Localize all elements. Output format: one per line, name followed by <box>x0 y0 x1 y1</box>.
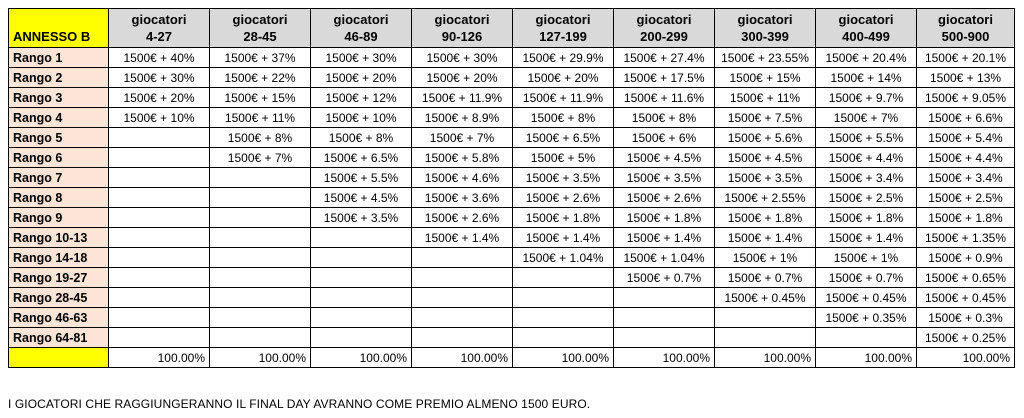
table-row <box>9 248 1015 268</box>
column-header-label: giocatori <box>938 12 993 27</box>
prize-cell: 1500€ + 1.04% <box>614 248 715 268</box>
prize-cell: 1500€ + 0.3% <box>917 308 1015 328</box>
prize-cell: 1500€ + 20% <box>109 88 210 108</box>
prize-cell <box>513 328 614 348</box>
prize-cell: 1500€ + 3.4% <box>816 168 917 188</box>
prize-cell: 1500€ + 1.8% <box>816 208 917 228</box>
table-row <box>9 148 1015 168</box>
prize-cell: 1500€ + 6% <box>614 128 715 148</box>
prize-cell: 1500€ + 1.4% <box>816 228 917 248</box>
prize-cell: 1500€ + 5% <box>513 148 614 168</box>
prize-cell <box>412 288 513 308</box>
column-header-label: giocatori <box>333 12 389 27</box>
prize-cell <box>109 168 210 188</box>
prize-cell: 1500€ + 4.5% <box>311 188 412 208</box>
prize-cell <box>614 308 715 328</box>
prize-cell <box>210 248 311 268</box>
prize-cell: 1500€ + 30% <box>311 48 412 68</box>
prize-cell: 1500€ + 8% <box>513 108 614 128</box>
prize-cell: 1500€ + 5.5% <box>311 168 412 188</box>
prize-cell: 1500€ + 7% <box>412 128 513 148</box>
prize-cell <box>109 248 210 268</box>
footer-note: I GIOCATORI CHE RAGGIUNGERANNO IL FINAL DAY AVRANNO COME PREMIO ALMENO 1500 EURO. <box>8 397 591 411</box>
row-label: Rango 28-45 <box>9 288 109 308</box>
column-header-label: giocatori <box>636 12 692 27</box>
header-row <box>9 9 1015 48</box>
prize-cell <box>210 188 311 208</box>
prize-cell <box>109 128 210 148</box>
prize-cell: 1500€ + 2.5% <box>816 188 917 208</box>
column-header-range: 200-299 <box>640 29 688 44</box>
prize-cell: 1500€ + 14% <box>816 68 917 88</box>
column-header <box>715 9 816 48</box>
row-label: Rango 8 <box>9 188 109 208</box>
prize-cell: 1500€ + 1.8% <box>614 208 715 228</box>
prize-cell: 1500€ + 3.5% <box>614 168 715 188</box>
prize-cell: 1500€ + 4.5% <box>715 148 816 168</box>
total-cell: 100.00% <box>210 348 311 368</box>
column-header <box>412 9 513 48</box>
row-label: Rango 9 <box>9 208 109 228</box>
table-row <box>9 108 1015 128</box>
prize-cell: 1500€ + 22% <box>210 68 311 88</box>
prize-cell: 1500€ + 0.45% <box>816 288 917 308</box>
prize-cell <box>816 328 917 348</box>
prize-cell: 1500€ + 7% <box>816 108 917 128</box>
prize-cell: 1500€ + 11% <box>715 88 816 108</box>
prize-table <box>8 8 1015 368</box>
table-header <box>9 9 1015 48</box>
totals-row <box>9 348 1015 368</box>
total-cell: 100.00% <box>412 348 513 368</box>
total-cell: 100.00% <box>109 348 210 368</box>
table-row <box>9 48 1015 68</box>
column-header-label: giocatori <box>131 12 187 27</box>
table-row <box>9 208 1015 228</box>
prize-cell: 1500€ + 1.8% <box>917 208 1015 228</box>
row-label: Rango 46-63 <box>9 308 109 328</box>
prize-cell: 1500€ + 11.9% <box>412 88 513 108</box>
column-header-label: giocatori <box>232 12 288 27</box>
column-header <box>614 9 715 48</box>
prize-cell: 1500€ + 5.6% <box>715 128 816 148</box>
prize-cell: 1500€ + 1.35% <box>917 228 1015 248</box>
total-cell: 100.00% <box>816 348 917 368</box>
prize-cell: 1500€ + 0.35% <box>816 308 917 328</box>
prize-cell: 1500€ + 37% <box>210 48 311 68</box>
total-cell: 100.00% <box>917 348 1015 368</box>
total-cell: 100.00% <box>311 348 412 368</box>
prize-cell: 1500€ + 15% <box>210 88 311 108</box>
prize-cell: 1500€ + 1.8% <box>513 208 614 228</box>
prize-cell: 1500€ + 0.25% <box>917 328 1015 348</box>
prize-cell: 1500€ + 0.45% <box>917 288 1015 308</box>
prize-cell: 1500€ + 8% <box>311 128 412 148</box>
prize-cell: 1500€ + 5.4% <box>917 128 1015 148</box>
column-header-label: giocatori <box>838 12 894 27</box>
row-label: Rango 6 <box>9 148 109 168</box>
prize-cell: 1500€ + 20% <box>513 68 614 88</box>
prize-cell: 1500€ + 1% <box>715 248 816 268</box>
prize-cell <box>412 248 513 268</box>
row-label: Rango 4 <box>9 108 109 128</box>
prize-cell: 1500€ + 2.55% <box>715 188 816 208</box>
prize-cell: 1500€ + 20.1% <box>917 48 1015 68</box>
prize-cell: 1500€ + 12% <box>311 88 412 108</box>
prize-cell: 1500€ + 1.04% <box>513 248 614 268</box>
prize-cell <box>210 288 311 308</box>
prize-cell <box>311 228 412 248</box>
prize-cell: 1500€ + 1.8% <box>715 208 816 228</box>
column-header-range: 4-27 <box>145 29 173 44</box>
prize-cell: 1500€ + 1% <box>816 248 917 268</box>
prize-cell: 1500€ + 6.5% <box>513 128 614 148</box>
column-header <box>311 9 412 48</box>
column-header-range: 28-45 <box>243 29 277 44</box>
table-row <box>9 128 1015 148</box>
prize-cell: 1500€ + 13% <box>917 68 1015 88</box>
row-label: Rango 2 <box>9 68 109 88</box>
prize-cell: 1500€ + 7.5% <box>715 108 816 128</box>
prize-cell: 1500€ + 11.9% <box>513 88 614 108</box>
prize-cell: 1500€ + 9.05% <box>917 88 1015 108</box>
prize-cell: 1500€ + 0.65% <box>917 268 1015 288</box>
prize-cell: 1500€ + 29.9% <box>513 48 614 68</box>
prize-cell: 1500€ + 2.6% <box>513 188 614 208</box>
prize-cell <box>311 328 412 348</box>
prize-cell <box>715 328 816 348</box>
prize-cell: 1500€ + 3.5% <box>513 168 614 188</box>
prize-cell <box>614 328 715 348</box>
row-label: Rango 3 <box>9 88 109 108</box>
table-row <box>9 68 1015 88</box>
prize-cell: 1500€ + 2.6% <box>614 188 715 208</box>
table-row <box>9 168 1015 188</box>
table-row <box>9 288 1015 308</box>
column-header-label: giocatori <box>535 12 591 27</box>
prize-cell: 1500€ + 30% <box>412 48 513 68</box>
prize-cell <box>614 288 715 308</box>
prize-cell: 1500€ + 4.6% <box>412 168 513 188</box>
prize-cell: 1500€ + 0.7% <box>614 268 715 288</box>
column-header-label: giocatori <box>434 12 490 27</box>
prize-cell <box>513 308 614 328</box>
prize-cell <box>109 208 210 228</box>
column-header-range: 46-89 <box>344 29 378 44</box>
annex-label: ANNESSO B <box>9 9 109 48</box>
prize-cell <box>412 268 513 288</box>
prize-cell: 1500€ + 8% <box>614 108 715 128</box>
row-label: Rango 10-13 <box>9 228 109 248</box>
column-header <box>917 9 1015 48</box>
prize-cell <box>210 268 311 288</box>
prize-cell: 1500€ + 17.5% <box>614 68 715 88</box>
prize-cell <box>311 248 412 268</box>
prize-cell: 1500€ + 1.4% <box>614 228 715 248</box>
total-cell: 100.00% <box>513 348 614 368</box>
prize-cell: 1500€ + 3.4% <box>917 168 1015 188</box>
prize-cell <box>109 328 210 348</box>
prize-cell: 1500€ + 0.7% <box>816 268 917 288</box>
column-header-range: 300-399 <box>741 29 789 44</box>
table-row <box>9 308 1015 328</box>
table-row <box>9 88 1015 108</box>
prize-cell: 1500€ + 0.45% <box>715 288 816 308</box>
column-header-label: giocatori <box>737 12 793 27</box>
prize-cell: 1500€ + 11.6% <box>614 88 715 108</box>
prize-cell: 1500€ + 8.9% <box>412 108 513 128</box>
prize-cell <box>109 268 210 288</box>
prize-cell <box>109 288 210 308</box>
row-label: Rango 5 <box>9 128 109 148</box>
column-header-range: 127-199 <box>539 29 587 44</box>
prize-cell <box>513 268 614 288</box>
prize-cell <box>109 148 210 168</box>
prize-cell: 1500€ + 23.55% <box>715 48 816 68</box>
prize-cell: 1500€ + 5.5% <box>816 128 917 148</box>
prize-cell: 1500€ + 27.4% <box>614 48 715 68</box>
column-header-range: 90-126 <box>441 29 483 44</box>
prize-cell <box>311 268 412 288</box>
prize-cell: 1500€ + 30% <box>109 68 210 88</box>
prize-cell: 1500€ + 5.8% <box>412 148 513 168</box>
prize-cell: 1500€ + 1.4% <box>412 228 513 248</box>
prize-cell: 1500€ + 1.4% <box>715 228 816 248</box>
prize-cell <box>311 308 412 328</box>
row-label: Rango 7 <box>9 168 109 188</box>
column-header <box>816 9 917 48</box>
row-label: Rango 64-81 <box>9 328 109 348</box>
prize-cell <box>715 308 816 328</box>
prize-cell <box>109 188 210 208</box>
prize-cell: 1500€ + 10% <box>109 108 210 128</box>
table-row <box>9 268 1015 288</box>
prize-cell: 1500€ + 4.4% <box>917 148 1015 168</box>
total-cell: 100.00% <box>614 348 715 368</box>
prize-cell: 1500€ + 0.9% <box>917 248 1015 268</box>
prize-cell <box>210 328 311 348</box>
prize-cell: 1500€ + 20% <box>311 68 412 88</box>
prize-cell: 1500€ + 6.6% <box>917 108 1015 128</box>
prize-cell <box>311 288 412 308</box>
table-row <box>9 188 1015 208</box>
totals-label-cell <box>9 348 109 368</box>
table-body <box>9 48 1015 368</box>
prize-cell: 1500€ + 20% <box>412 68 513 88</box>
prize-cell: 1500€ + 2.5% <box>917 188 1015 208</box>
prize-cell <box>210 228 311 248</box>
prize-cell: 1500€ + 3.6% <box>412 188 513 208</box>
total-cell: 100.00% <box>715 348 816 368</box>
prize-cell: 1500€ + 4.5% <box>614 148 715 168</box>
row-label: Rango 14-18 <box>9 248 109 268</box>
prize-cell <box>412 308 513 328</box>
prize-cell: 1500€ + 3.5% <box>311 208 412 228</box>
prize-cell: 1500€ + 15% <box>715 68 816 88</box>
column-header <box>109 9 210 48</box>
row-label: Rango 19-27 <box>9 268 109 288</box>
prize-cell: 1500€ + 3.5% <box>715 168 816 188</box>
column-header-range: 500-900 <box>941 29 990 44</box>
prize-cell: 1500€ + 1.4% <box>513 228 614 248</box>
prize-cell: 1500€ + 9.7% <box>816 88 917 108</box>
prize-cell: 1500€ + 2.6% <box>412 208 513 228</box>
prize-cell: 1500€ + 8% <box>210 128 311 148</box>
row-label: Rango 1 <box>9 48 109 68</box>
prize-cell <box>210 308 311 328</box>
prize-cell <box>513 288 614 308</box>
prize-cell: 1500€ + 4.4% <box>816 148 917 168</box>
prize-cell: 1500€ + 0.7% <box>715 268 816 288</box>
prize-cell <box>109 308 210 328</box>
column-header <box>513 9 614 48</box>
prize-cell: 1500€ + 40% <box>109 48 210 68</box>
table-row <box>9 228 1015 248</box>
column-header-range: 400-499 <box>842 29 890 44</box>
prize-cell <box>210 208 311 228</box>
prize-cell: 1500€ + 10% <box>311 108 412 128</box>
prize-cell: 1500€ + 7% <box>210 148 311 168</box>
prize-cell: 1500€ + 6.5% <box>311 148 412 168</box>
prize-cell: 1500€ + 20.4% <box>816 48 917 68</box>
column-header <box>210 9 311 48</box>
prize-cell <box>210 168 311 188</box>
table-row <box>9 328 1015 348</box>
prize-cell <box>109 228 210 248</box>
prize-cell <box>412 328 513 348</box>
prize-cell: 1500€ + 11% <box>210 108 311 128</box>
